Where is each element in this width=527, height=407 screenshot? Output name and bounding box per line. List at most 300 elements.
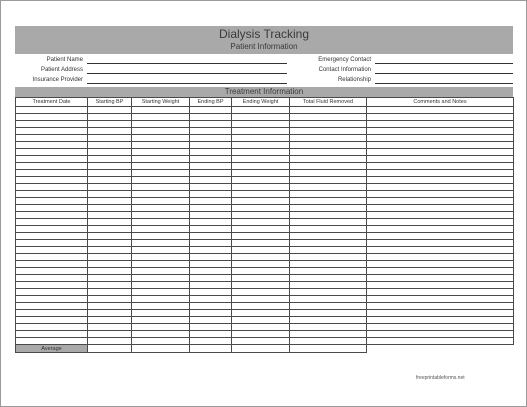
table-cell[interactable] [132, 317, 190, 324]
table-cell[interactable] [232, 254, 290, 261]
contact-information-field[interactable] [375, 73, 513, 74]
table-cell[interactable] [16, 107, 88, 114]
table-cell[interactable] [88, 198, 132, 205]
table-cell[interactable] [88, 163, 132, 170]
table-cell[interactable] [190, 184, 232, 191]
table-cell[interactable] [88, 275, 132, 282]
table-cell[interactable] [88, 331, 132, 338]
table-cell[interactable] [290, 142, 367, 149]
table-cell[interactable] [16, 135, 88, 142]
table-row [16, 219, 514, 226]
table-cell[interactable] [190, 128, 232, 135]
table-cell[interactable] [367, 163, 514, 170]
table-cell[interactable] [367, 184, 514, 191]
table-cell[interactable] [190, 205, 232, 212]
table-cell[interactable] [16, 212, 88, 219]
table-cell[interactable] [190, 338, 232, 345]
table-cell[interactable] [88, 289, 132, 296]
table-cell[interactable] [290, 212, 367, 219]
table-cell[interactable] [190, 142, 232, 149]
table-row [16, 303, 514, 310]
table-cell[interactable] [132, 184, 190, 191]
table-cell[interactable] [132, 177, 190, 184]
table-row [16, 121, 514, 128]
table-cell[interactable] [132, 219, 190, 226]
table-cell[interactable] [367, 226, 514, 233]
table-cell[interactable] [88, 317, 132, 324]
table-cell[interactable] [232, 303, 290, 310]
table-cell[interactable] [88, 247, 132, 254]
table-cell[interactable] [367, 240, 514, 247]
table-cell[interactable] [232, 107, 290, 114]
table-cell[interactable] [88, 254, 132, 261]
table-cell[interactable] [367, 247, 514, 254]
table-cell[interactable] [232, 114, 290, 121]
table-cell[interactable] [367, 191, 514, 198]
table-cell[interactable] [232, 177, 290, 184]
patient-name-field[interactable] [87, 63, 287, 64]
table-cell[interactable] [132, 191, 190, 198]
table-cell[interactable] [132, 275, 190, 282]
table-cell[interactable] [290, 170, 367, 177]
table-cell[interactable] [132, 289, 190, 296]
table-cell[interactable] [190, 310, 232, 317]
table-cell[interactable] [290, 275, 367, 282]
table-cell[interactable] [16, 317, 88, 324]
table-cell[interactable] [132, 163, 190, 170]
table-cell[interactable] [132, 226, 190, 233]
table-row [16, 142, 514, 149]
table-cell[interactable] [290, 184, 367, 191]
table-cell[interactable] [16, 142, 88, 149]
column-header-starting-weight: Starting Weight [132, 98, 190, 107]
table-cell[interactable] [88, 121, 132, 128]
table-cell[interactable] [290, 198, 367, 205]
table-cell[interactable] [290, 191, 367, 198]
table-cell[interactable] [232, 331, 290, 338]
table-cell[interactable] [232, 233, 290, 240]
average-blank [367, 345, 514, 353]
relationship-label: Relationship [337, 77, 371, 83]
table-cell[interactable] [16, 226, 88, 233]
table-cell[interactable] [367, 135, 514, 142]
table-row [16, 128, 514, 135]
table-cell[interactable] [132, 170, 190, 177]
table-row [16, 177, 514, 184]
table-cell[interactable] [88, 240, 132, 247]
table-cell[interactable] [132, 261, 190, 268]
column-header-comments: Comments and Notes [367, 98, 514, 107]
footer-site: freeprintableforms.net [416, 375, 465, 381]
table-cell[interactable] [132, 310, 190, 317]
table-cell[interactable] [190, 303, 232, 310]
table-row [16, 247, 514, 254]
average-cell[interactable] [290, 345, 367, 353]
table-row [16, 296, 514, 303]
table-cell[interactable] [367, 142, 514, 149]
table-cell[interactable] [132, 331, 190, 338]
table-cell[interactable] [132, 282, 190, 289]
table-row [16, 282, 514, 289]
table-cell[interactable] [88, 205, 132, 212]
emergency-contact-field[interactable] [375, 63, 513, 64]
table-cell[interactable] [190, 289, 232, 296]
table-cell[interactable] [16, 198, 88, 205]
table-row [16, 149, 514, 156]
table-cell[interactable] [16, 282, 88, 289]
table-row [16, 268, 514, 275]
table-cell[interactable] [132, 198, 190, 205]
table-row [16, 135, 514, 142]
treatment-table [15, 97, 514, 353]
table-cell[interactable] [190, 219, 232, 226]
column-header-total-fluid-removed: Total Fluid Removed [290, 98, 367, 107]
table-cell[interactable] [290, 156, 367, 163]
table-cell[interactable] [132, 247, 190, 254]
table-cell[interactable] [16, 324, 88, 331]
table-cell[interactable] [16, 128, 88, 135]
table-cell[interactable] [290, 296, 367, 303]
table-row [16, 226, 514, 233]
contact-information-label: Contact Information [318, 67, 371, 73]
table-cell[interactable] [290, 317, 367, 324]
table-cell[interactable] [290, 163, 367, 170]
table-row [16, 317, 514, 324]
average-label: Average [16, 345, 88, 353]
table-row [16, 338, 514, 345]
average-cell[interactable] [190, 345, 232, 353]
table-cell[interactable] [232, 156, 290, 163]
table-cell[interactable] [190, 226, 232, 233]
table-cell[interactable] [88, 324, 132, 331]
table-cell[interactable] [16, 233, 88, 240]
table-cell[interactable] [132, 324, 190, 331]
table-cell[interactable] [16, 114, 88, 121]
table-cell[interactable] [88, 128, 132, 135]
table-cell[interactable] [190, 275, 232, 282]
table-cell[interactable] [88, 338, 132, 345]
table-cell[interactable] [190, 331, 232, 338]
table-cell[interactable] [88, 156, 132, 163]
table-cell[interactable] [190, 317, 232, 324]
table-cell[interactable] [367, 324, 514, 331]
table-cell[interactable] [16, 121, 88, 128]
table-cell[interactable] [132, 142, 190, 149]
table-cell[interactable] [132, 121, 190, 128]
table-cell[interactable] [232, 121, 290, 128]
table-row [16, 114, 514, 121]
table-cell[interactable] [232, 282, 290, 289]
table-cell[interactable] [367, 219, 514, 226]
table-cell[interactable] [88, 177, 132, 184]
table-cell[interactable] [16, 331, 88, 338]
table-cell[interactable] [16, 247, 88, 254]
table-cell[interactable] [16, 268, 88, 275]
table-cell[interactable] [132, 107, 190, 114]
table-cell[interactable] [190, 282, 232, 289]
table-cell[interactable] [16, 310, 88, 317]
title-band [15, 26, 513, 54]
table-cell[interactable] [16, 156, 88, 163]
table-cell[interactable] [132, 114, 190, 121]
insurance-provider-field[interactable] [87, 83, 287, 84]
table-row [16, 163, 514, 170]
table-cell[interactable] [190, 233, 232, 240]
table-cell[interactable] [290, 135, 367, 142]
table-row [16, 310, 514, 317]
table-cell[interactable] [88, 310, 132, 317]
table-cell[interactable] [190, 177, 232, 184]
table-cell[interactable] [232, 219, 290, 226]
table-cell[interactable] [132, 254, 190, 261]
table-cell[interactable] [367, 114, 514, 121]
table-cell[interactable] [190, 114, 232, 121]
table-row [16, 205, 514, 212]
table-row [16, 261, 514, 268]
table-cell[interactable] [232, 212, 290, 219]
table-cell[interactable] [16, 240, 88, 247]
table-cell[interactable] [190, 135, 232, 142]
table-cell[interactable] [190, 254, 232, 261]
table-cell[interactable] [16, 289, 88, 296]
table-cell[interactable] [88, 261, 132, 268]
table-cell[interactable] [132, 212, 190, 219]
form-subtitle: Patient Information [230, 42, 298, 51]
table-cell[interactable] [290, 114, 367, 121]
table-cell[interactable] [16, 149, 88, 156]
table-row [16, 170, 514, 177]
table-cell[interactable] [132, 135, 190, 142]
table-cell[interactable] [232, 226, 290, 233]
table-cell[interactable] [290, 121, 367, 128]
table-cell[interactable] [190, 240, 232, 247]
table-row [16, 107, 514, 114]
table-cell[interactable] [232, 163, 290, 170]
table-cell[interactable] [290, 303, 367, 310]
table-cell[interactable] [290, 338, 367, 345]
table-cell[interactable] [232, 135, 290, 142]
table-cell[interactable] [16, 219, 88, 226]
table-cell[interactable] [132, 296, 190, 303]
table-cell[interactable] [88, 268, 132, 275]
table-cell[interactable] [190, 163, 232, 170]
table-cell[interactable] [232, 310, 290, 317]
table-cell[interactable] [232, 170, 290, 177]
table-cell[interactable] [232, 275, 290, 282]
table-cell[interactable] [232, 268, 290, 275]
table-cell[interactable] [190, 247, 232, 254]
table-row [16, 324, 514, 331]
table-cell[interactable] [367, 156, 514, 163]
table-cell[interactable] [16, 205, 88, 212]
table-cell[interactable] [290, 219, 367, 226]
relationship-field[interactable] [375, 83, 513, 84]
table-row [16, 184, 514, 191]
table-cell[interactable] [367, 149, 514, 156]
table-cell[interactable] [88, 296, 132, 303]
average-cell[interactable] [132, 345, 190, 353]
table-cell[interactable] [290, 226, 367, 233]
table-cell[interactable] [190, 107, 232, 114]
table-cell[interactable] [190, 198, 232, 205]
table-cell[interactable] [132, 338, 190, 345]
table-cell[interactable] [190, 170, 232, 177]
table-cell[interactable] [290, 205, 367, 212]
table-row [16, 198, 514, 205]
table-cell[interactable] [232, 198, 290, 205]
table-cell[interactable] [290, 289, 367, 296]
table-cell[interactable] [190, 261, 232, 268]
table-cell[interactable] [367, 212, 514, 219]
table-cell[interactable] [190, 191, 232, 198]
table-cell[interactable] [88, 170, 132, 177]
table-cell[interactable] [88, 303, 132, 310]
table-cell[interactable] [290, 282, 367, 289]
table-cell[interactable] [132, 205, 190, 212]
table-cell[interactable] [88, 219, 132, 226]
table-cell[interactable] [367, 275, 514, 282]
column-header-treatment-date: Treatment Date [16, 98, 88, 107]
table-cell[interactable] [190, 296, 232, 303]
table-row [16, 275, 514, 282]
table-cell[interactable] [88, 184, 132, 191]
form-title: Dialysis Tracking [218, 27, 310, 41]
table-cell[interactable] [367, 261, 514, 268]
table-cell[interactable] [16, 177, 88, 184]
column-header-starting-bp: Starting BP [88, 98, 132, 107]
table-cell[interactable] [88, 149, 132, 156]
table-row [16, 331, 514, 338]
treatment-band [15, 87, 513, 97]
table-cell[interactable] [16, 163, 88, 170]
table-cell[interactable] [232, 317, 290, 324]
table-cell[interactable] [232, 142, 290, 149]
table-cell[interactable] [367, 317, 514, 324]
table-cell[interactable] [367, 303, 514, 310]
table-cell[interactable] [132, 128, 190, 135]
table-cell[interactable] [16, 303, 88, 310]
table-cell[interactable] [232, 289, 290, 296]
table-cell[interactable] [132, 268, 190, 275]
table-cell[interactable] [367, 233, 514, 240]
table-cell[interactable] [290, 261, 367, 268]
table-cell[interactable] [16, 184, 88, 191]
table-cell[interactable] [88, 135, 132, 142]
average-cell[interactable] [88, 345, 132, 353]
table-cell[interactable] [88, 114, 132, 121]
table-cell[interactable] [232, 128, 290, 135]
table-cell[interactable] [88, 142, 132, 149]
table-cell[interactable] [290, 254, 367, 261]
patient-name-label: Patient Name [46, 57, 83, 63]
table-cell[interactable] [132, 303, 190, 310]
table-cell[interactable] [88, 282, 132, 289]
table-cell[interactable] [367, 282, 514, 289]
table-cell[interactable] [88, 212, 132, 219]
table-cell[interactable] [290, 128, 367, 135]
table-cell[interactable] [367, 128, 514, 135]
average-row [16, 345, 514, 353]
table-cell[interactable] [290, 233, 367, 240]
table-row [16, 240, 514, 247]
table-cell[interactable] [232, 205, 290, 212]
table-cell[interactable] [16, 191, 88, 198]
table-cell[interactable] [88, 233, 132, 240]
table-row [16, 233, 514, 240]
table-cell[interactable] [190, 121, 232, 128]
table-row [16, 212, 514, 219]
table-cell[interactable] [190, 212, 232, 219]
table-cell[interactable] [367, 170, 514, 177]
table-cell[interactable] [290, 268, 367, 275]
table-cell[interactable] [88, 191, 132, 198]
table-cell[interactable] [16, 170, 88, 177]
patient-address-field[interactable] [87, 73, 287, 74]
table-cell[interactable] [16, 296, 88, 303]
table-cell[interactable] [88, 226, 132, 233]
average-cell[interactable] [232, 345, 290, 353]
table-cell[interactable] [232, 191, 290, 198]
table-cell[interactable] [367, 254, 514, 261]
table-cell[interactable] [16, 261, 88, 268]
table-cell[interactable] [232, 261, 290, 268]
table-cell[interactable] [88, 107, 132, 114]
table-cell[interactable] [132, 149, 190, 156]
table-cell[interactable] [232, 149, 290, 156]
table-cell[interactable] [290, 310, 367, 317]
table-cell[interactable] [367, 331, 514, 338]
table-cell[interactable] [290, 324, 367, 331]
table-cell[interactable] [190, 268, 232, 275]
table-cell[interactable] [290, 331, 367, 338]
table-cell[interactable] [232, 240, 290, 247]
table-cell[interactable] [367, 205, 514, 212]
table-cell[interactable] [16, 254, 88, 261]
table-cell[interactable] [367, 198, 514, 205]
table-cell[interactable] [132, 240, 190, 247]
table-row [16, 289, 514, 296]
table-cell[interactable] [367, 289, 514, 296]
table-cell[interactable] [367, 177, 514, 184]
table-cell[interactable] [367, 121, 514, 128]
table-cell[interactable] [290, 149, 367, 156]
table-cell[interactable] [232, 338, 290, 345]
table-row [16, 254, 514, 261]
table-cell[interactable] [16, 338, 88, 345]
table-cell[interactable] [367, 296, 514, 303]
table-cell[interactable] [132, 233, 190, 240]
table-cell[interactable] [367, 310, 514, 317]
table-cell[interactable] [290, 177, 367, 184]
table-cell[interactable] [232, 247, 290, 254]
table-cell[interactable] [367, 268, 514, 275]
emergency-contact-label: Emergency Contact [318, 57, 371, 63]
table-cell[interactable] [190, 324, 232, 331]
table-cell[interactable] [367, 338, 514, 345]
table-cell[interactable] [290, 107, 367, 114]
table-header-row [16, 98, 514, 107]
table-cell[interactable] [190, 149, 232, 156]
table-cell[interactable] [232, 184, 290, 191]
table-cell[interactable] [232, 296, 290, 303]
table-cell[interactable] [232, 324, 290, 331]
table-cell[interactable] [190, 156, 232, 163]
table-cell[interactable] [132, 156, 190, 163]
table-cell[interactable] [367, 107, 514, 114]
table-cell[interactable] [290, 247, 367, 254]
table-cell[interactable] [290, 240, 367, 247]
table-cell[interactable] [16, 275, 88, 282]
